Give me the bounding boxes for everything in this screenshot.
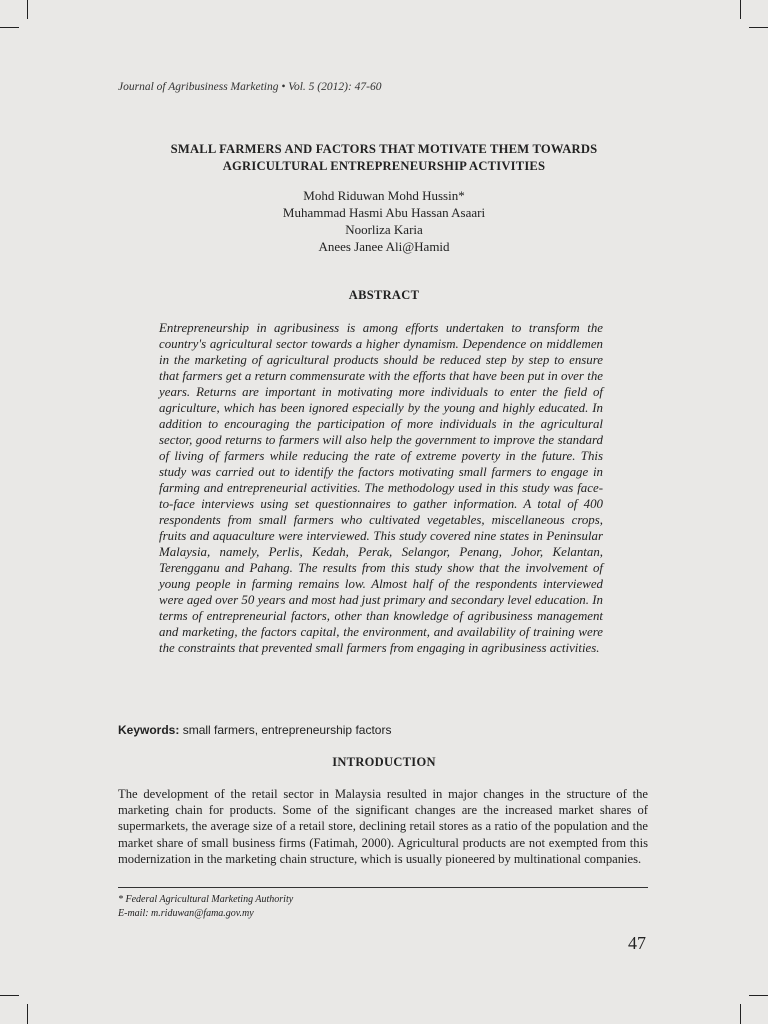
crop-mark-top-right — [749, 27, 768, 28]
introduction-text: The development of the retail sector in Malaysia resulted in major changes in the structure of the marketing chain for products. Some of the significant changes are the increased market shares of supermarkets, the average size of a retail store, declining retail stores as a ratio of the population and the market share of small business firms (Fatimah, 2000). Agricultural products are not exempted from this modernization in the marketing chain structure, which is usually pioneered by multinational companies. — [118, 787, 648, 866]
crop-mark-bottom-right — [749, 995, 768, 996]
keywords-value: small farmers, entrepreneurship factors — [182, 723, 392, 737]
footnote-affiliation: * Federal Agricultural Marketing Authority — [118, 894, 294, 905]
crop-mark-bottom-right — [740, 1004, 741, 1024]
title-line: SMALL FARMERS AND FACTORS THAT MOTIVATE THEM TOWARDS — [170, 142, 598, 156]
crop-mark-bottom-left — [0, 995, 19, 996]
abstract-heading: ABSTRACT — [348, 288, 420, 302]
introduction-heading: INTRODUCTION — [332, 755, 436, 769]
crop-mark-top-right — [740, 0, 741, 19]
author: Muhammad Hasmi Abu Hassan Asaari — [282, 205, 486, 220]
keywords — [118, 723, 391, 737]
author-list — [100, 187, 668, 255]
keywords-label: Keywords: — [118, 723, 180, 737]
crop-mark-top-left — [0, 27, 19, 28]
abstract-text: Entrepreneurship in agribusiness is among efforts undertaken to transform the country's agricultural sector towards a higher dynamism. Dependence on middlemen in the marketing of agricultural products should be reduced step by step to ensure that farmers get a return commensurate with the efforts that have been put in over the years. Returns are important in motivating more individuals to enter the field of agriculture, which has been ignored especially by the young and highly educated. In addition to encouraging the participation of more individuals in the agricultural sector, good returns to farmers will also help the government to improve the standard of living of farmers while reducing the rate of extreme poverty in the future. This study was carried out to identify the factors motivating small farmers to engage in farming and entrepreneurial activities. The methodology used in this study was face-to-face interviews using set questionnaires to gather information. A total of 400 respondents from small farmers who cultivated vegetables, miscellaneous crops, fruits and aquaculture were interviewed. This study covered nine states in Peninsular Malaysia, namely, Perlis, Kedah, Perak, Selangor, Penang, Johor, Kelantan, Terengganu and Pahang. The results from this study show that the involvement of young people in farming remains low. Almost half of the respondents interviewed were aged over 50 years and most had just primary and secondary level education. In terms of entrepreneurial factors, other than knowledge of agribusiness management and marketing, the factors capital, the environment, and availability of training were the constraints that prevented small farmers from engaging in agribusiness activities. — [159, 321, 603, 655]
author: Anees Janee Ali@Hamid — [318, 239, 450, 254]
author: Mohd Riduwan Mohd Hussin* — [303, 188, 465, 203]
footnotes — [118, 893, 293, 921]
footnote-divider — [118, 887, 648, 888]
paper-title — [100, 141, 668, 175]
running-head: Journal of Agribusiness Marketing • Vol. 5 (2012): 47-60 — [118, 81, 382, 93]
title-line: AGRICULTURAL ENTREPRENEURSHIP ACTIVITIES — [222, 159, 546, 173]
footnote-email: E-mail: m.riduwan@fama.gov.my — [118, 908, 254, 919]
author: Noorliza Karia — [345, 222, 423, 237]
crop-mark-top-left — [27, 0, 28, 19]
page-number: 47 — [628, 933, 646, 953]
crop-mark-bottom-left — [27, 1004, 28, 1024]
